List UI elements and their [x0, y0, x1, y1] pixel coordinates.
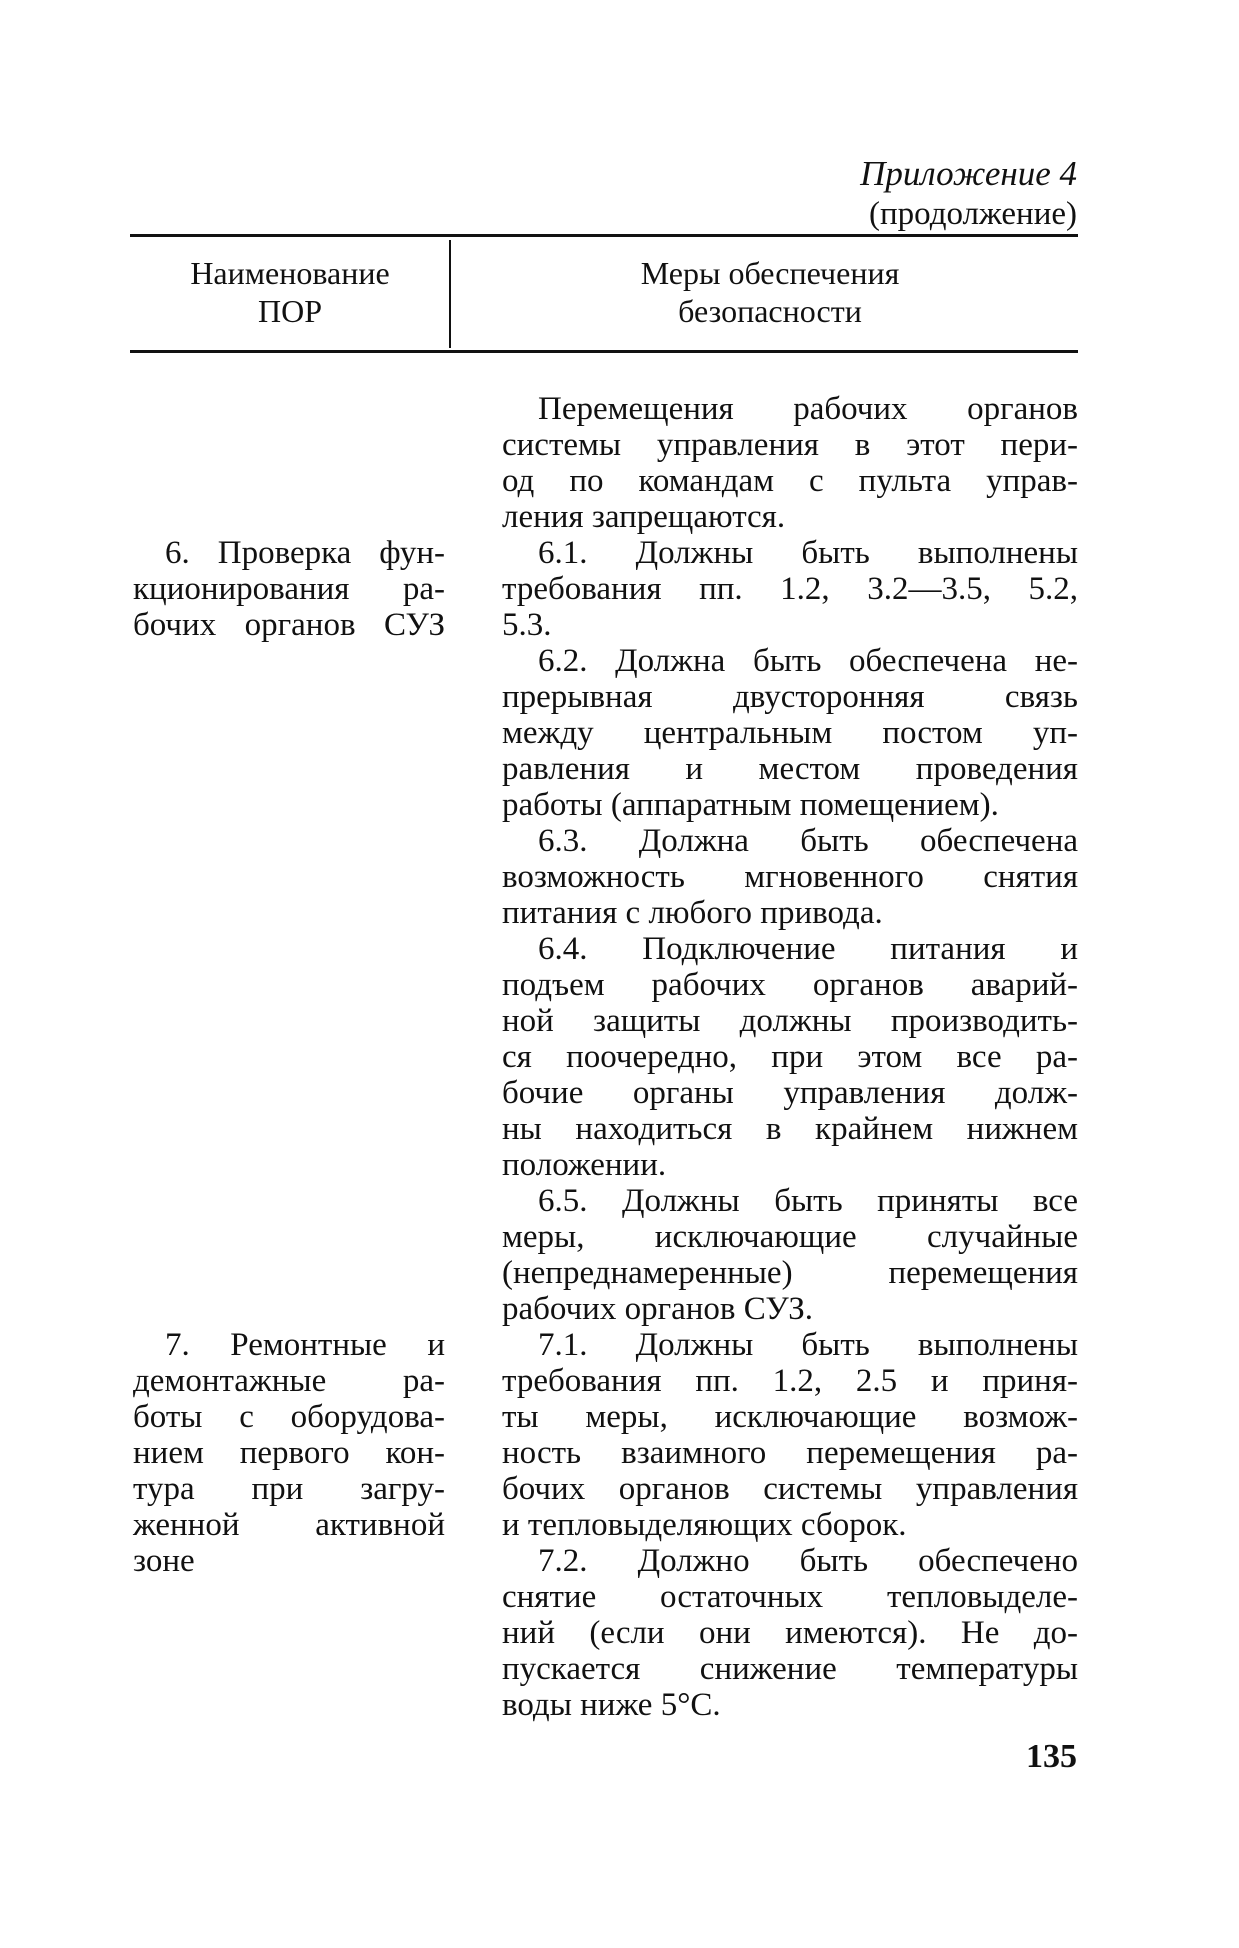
continuation-note: (продолжение) — [869, 196, 1077, 232]
measure-line: 7.1. Должны быть выполнены — [538, 1327, 1078, 1363]
measure-line: 7.2. Должно быть обеспечено — [538, 1543, 1078, 1579]
measure-line: и тепловыделяющих сборок. — [502, 1507, 907, 1543]
item-name-line: нием первого кон- — [133, 1435, 445, 1471]
measure-line: ся поочередно, при этом все ра- — [502, 1039, 1078, 1075]
measure-line: 6.5. Должны быть приняты все — [538, 1183, 1078, 1219]
item-name-line: женной активной — [133, 1507, 445, 1543]
item-name-line: зоне — [133, 1543, 195, 1579]
column-header-measures-line: Меры обеспечения — [640, 255, 900, 291]
column-header-name-line: Наименование — [190, 255, 390, 291]
measure-line: 5.3. — [502, 607, 552, 643]
page-number: 135 — [1026, 1738, 1077, 1775]
item-name-line: 7. Ремонтные и — [165, 1327, 445, 1363]
measure-line: ной защиты должны производить- — [502, 1003, 1078, 1039]
measure-line: возможность мгновенного снятия — [502, 859, 1078, 895]
item-name-line: тура при загру- — [133, 1471, 445, 1507]
measure-line: рабочих органов СУЗ. — [502, 1291, 814, 1327]
measure-line: между центральным постом уп- — [502, 715, 1078, 751]
item-name-line: бочих органов СУЗ — [133, 607, 445, 643]
column-header-measures-line: безопасности — [678, 293, 862, 329]
measure-line: 6.1. Должны быть выполнены — [538, 535, 1078, 571]
column-header-measures — [500, 254, 1040, 330]
item-name-line: 6. Проверка фун- — [165, 535, 445, 571]
measure-line: бочие органы управления долж- — [502, 1075, 1078, 1111]
measure-line: положении. — [502, 1147, 667, 1183]
measure-line: ность взаимного перемещения ра- — [502, 1435, 1078, 1471]
measure-line: системы управления в этот пери- — [502, 427, 1078, 463]
measure-line: од по командам с пульта управ- — [502, 463, 1078, 499]
measure-line: бочих органов системы управления — [502, 1471, 1078, 1507]
measure-line: равления и местом проведения — [502, 751, 1078, 787]
measure-line: требования пп. 1.2, 2.5 и приня- — [502, 1363, 1078, 1399]
table-top-rule — [130, 234, 1078, 237]
measure-line: Перемещения рабочих органов — [538, 391, 1078, 427]
item-name-line: боты с оборудова- — [133, 1399, 445, 1435]
appendix-title: Приложение 4 — [860, 154, 1077, 193]
column-header-name-line: ПОР — [257, 293, 322, 329]
measure-line: питания с любого привода. — [502, 895, 883, 931]
measure-line: 6.4. Подключение питания и — [538, 931, 1078, 967]
column-divider — [449, 240, 451, 348]
measure-line: требования пп. 1.2, 3.2—3.5, 5.2, — [502, 571, 1078, 607]
item-name-line: демонтажные ра- — [133, 1363, 445, 1399]
measure-line: прерывная двусторонняя связь — [502, 679, 1078, 715]
column-header-name — [140, 254, 440, 330]
measure-line: ления запрещаются. — [502, 499, 786, 535]
item-name-line: кционирования ра- — [133, 571, 445, 607]
measure-line: пускается снижение температуры — [502, 1651, 1078, 1687]
measure-line: снятие остаточных тепловыделе- — [502, 1579, 1078, 1615]
measure-line: работы (аппаратным помещением). — [502, 787, 999, 823]
measure-line: ний (если они имеются). Не до- — [502, 1615, 1078, 1651]
measure-line: подъем рабочих органов аварий- — [502, 967, 1078, 1003]
measure-line: ты меры, исключающие возмож- — [502, 1399, 1078, 1435]
measure-line: 6.2. Должна быть обеспечена не- — [538, 643, 1078, 679]
measure-line: меры, исключающие случайные — [502, 1219, 1078, 1255]
measure-line: ны находиться в крайнем нижнем — [502, 1111, 1078, 1147]
measure-line: воды ниже 5°С. — [502, 1687, 721, 1723]
measure-line: (непреднамеренные) перемещения — [502, 1255, 1078, 1291]
table-header-bottom-rule — [130, 350, 1078, 353]
measure-line: 6.3. Должна быть обеспечена — [538, 823, 1078, 859]
